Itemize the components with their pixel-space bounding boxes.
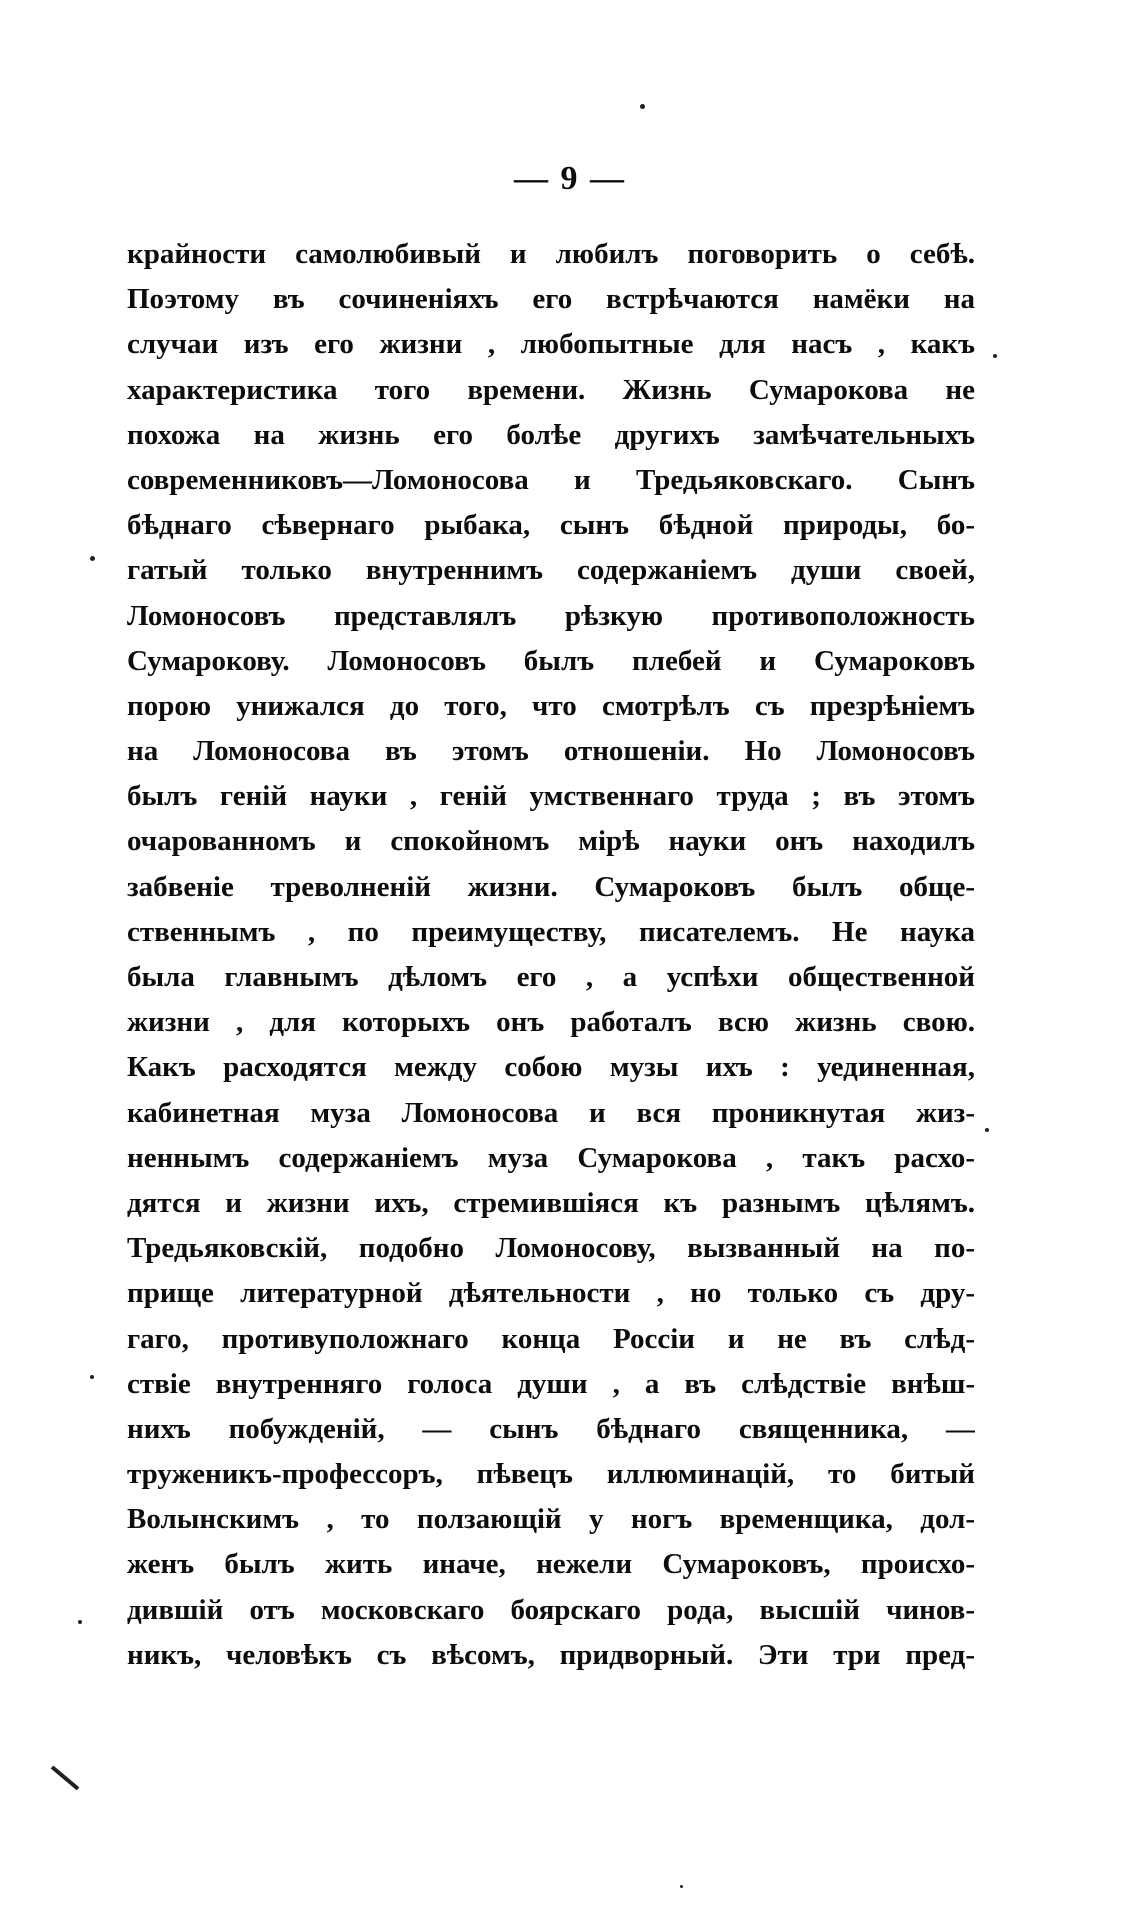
text-line: современниковъ—Ломоносова и Тредьяковскаго. Сынъ — [127, 463, 975, 496]
scan-speck — [90, 556, 95, 561]
scan-speck — [993, 354, 997, 358]
text-line: была главнымъ дѣломъ его , а успѣхи общественной — [127, 961, 975, 993]
text-line: дившій отъ московскаго боярскаго рода, высшій чинов- — [127, 1593, 975, 1626]
text-line: Сумарокову. Ломоносовъ былъ плебей и Сумароковъ — [127, 644, 975, 677]
text-line: труженикъ-профессоръ, пѣвецъ иллюминацій, то битый — [127, 1458, 975, 1491]
text-line: характеристика того времени. Жизнь Сумарокова не — [127, 373, 975, 406]
scan-speck — [90, 1375, 94, 1379]
text-line: бѣднаго сѣвернаго рыбака, сынъ бѣдной природы, бо- — [127, 509, 975, 542]
text-line: Тредьяковскій, подобно Ломоносову, вызванный на по- — [127, 1232, 975, 1265]
text-line: очарованномъ и спокойномъ мірѣ науки онъ находилъ — [127, 825, 975, 858]
text-line: Ломоносовъ представлялъ рѣзкую противоположность — [127, 599, 975, 632]
scan-speck — [640, 104, 645, 109]
text-line: неннымъ содержаніемъ муза Сумарокова , такъ расхо- — [127, 1141, 975, 1174]
scan-speck — [680, 1885, 683, 1888]
scan-speck — [985, 1128, 989, 1132]
text-line: былъ геній науки , геній умственнаго труда ; въ этомъ — [127, 780, 975, 813]
text-line: Поэтому въ сочиненіяхъ его встрѣчаются намёки на — [127, 283, 975, 316]
scan-mark — [51, 1765, 80, 1790]
text-line: никъ, человѣкъ съ вѣсомъ, придворный. Эти три пред- — [127, 1638, 975, 1671]
text-line: ственнымъ , по преимуществу, писателемъ. Не наука — [127, 915, 975, 948]
text-line: гаго, противуположнаго конца Россіи и не въ слѣд- — [127, 1322, 975, 1355]
text-line: жизни , для которыхъ онъ работалъ всю жизнь свою. — [127, 1006, 975, 1039]
text-line: женъ былъ жить иначе, нежели Сумароковъ, происхо- — [127, 1548, 975, 1581]
text-line: Какъ расходятся между собою музы ихъ : уединенная, — [127, 1051, 975, 1084]
text-line: порою унижался до того, что смотрѣлъ съ презрѣніемъ — [127, 689, 975, 722]
text-line: похожа на жизнь его болѣе другихъ замѣчательныхъ — [127, 418, 975, 451]
text-line: кабинетная муза Ломоносова и вся проникнутая жиз- — [127, 1096, 975, 1129]
text-line: ствіе внутренняго голоса души , а въ слѣдствіе внѣш- — [127, 1367, 975, 1400]
text-line: прище литературной дѣятельности , но только съ дру- — [127, 1277, 975, 1310]
text-line: нихъ побужденій, — сынъ бѣднаго священника, — — [127, 1412, 975, 1445]
text-line: на Ломоносова въ этомъ отношеніи. Но Ломоносовъ — [127, 735, 975, 768]
text-line: крайности самолюбивый и любилъ поговорить о себѣ. — [127, 238, 975, 270]
scan-speck — [78, 1620, 82, 1624]
text-line: дятся и жизни ихъ, стремившіяся къ разнымъ цѣлямъ. — [127, 1186, 975, 1219]
body-text — [127, 232, 975, 1678]
text-line: Волынскимъ , то ползающій у ногъ временщика, дол- — [127, 1503, 975, 1536]
text-line: случаи изъ его жизни , любопытные для насъ , какъ — [127, 328, 975, 361]
text-line: гатый только внутреннимъ содержаніемъ души своей, — [127, 554, 975, 587]
text-line: забвеніе треволненій жизни. Сумароковъ былъ обще- — [127, 870, 975, 903]
page-number: — 9 — — [514, 160, 626, 197]
